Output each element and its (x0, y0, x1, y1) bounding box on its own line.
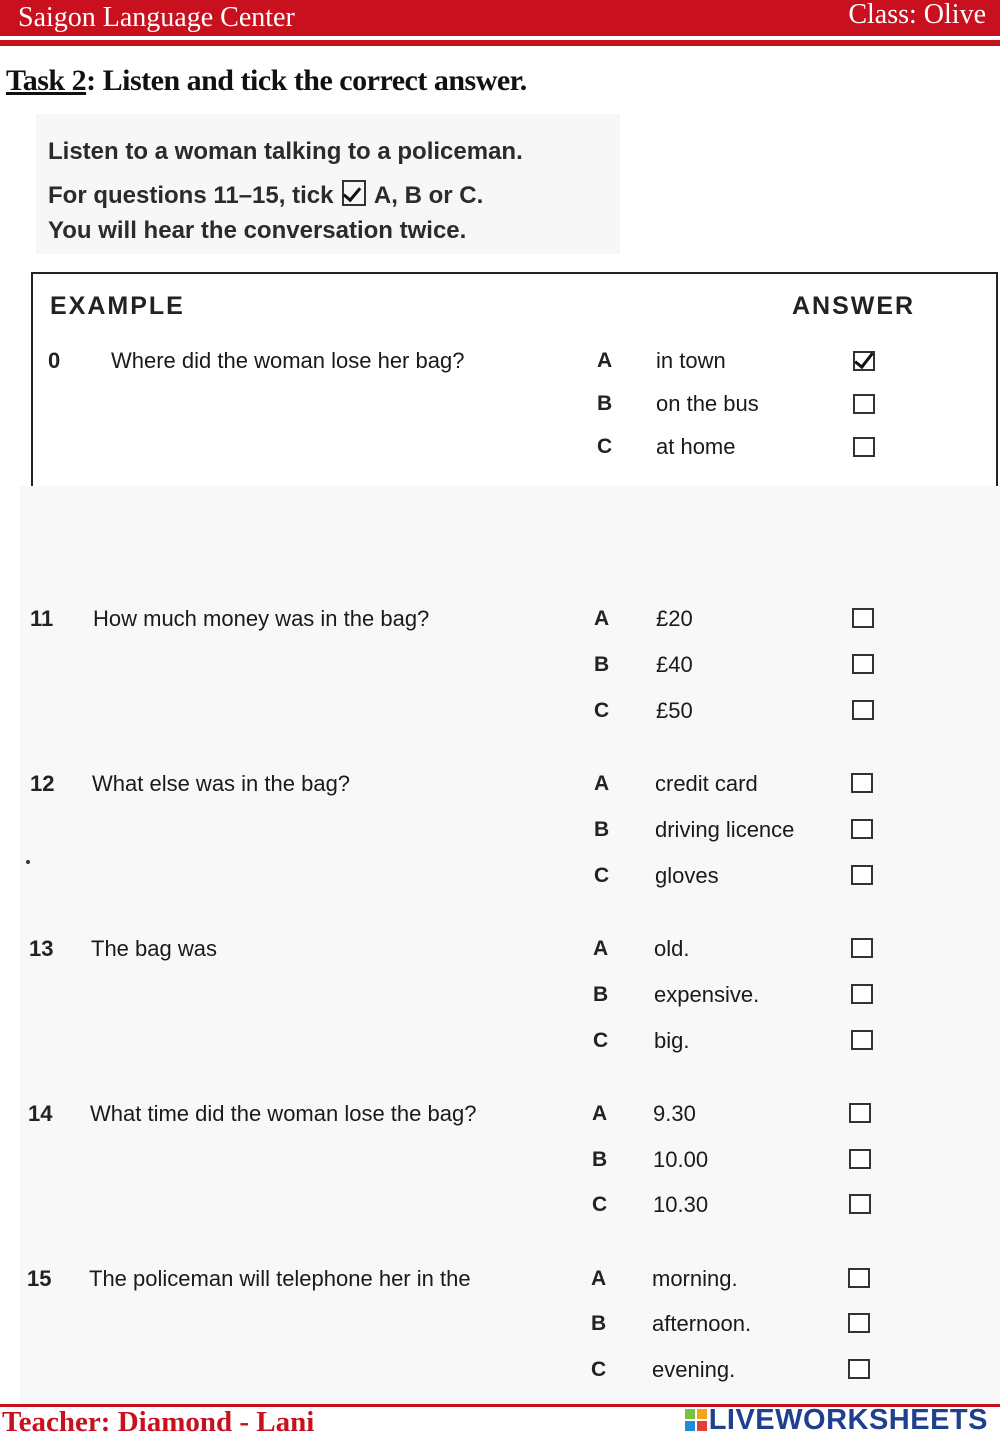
option-letter: C (594, 699, 610, 722)
question-text: The bag was (91, 936, 217, 961)
example-option-text: in town (656, 348, 726, 373)
example-checkbox (853, 437, 875, 457)
answer-checkbox[interactable] (851, 938, 873, 958)
option-text: big. (654, 1028, 690, 1053)
option-letter: A (591, 1267, 607, 1290)
instruction-line-2-start: For questions 11–15, tick (48, 182, 334, 209)
example-question: Where did the woman lose her bag? (111, 348, 465, 373)
option-letter: A (593, 937, 609, 960)
question-text: The policeman will telephone her in the (89, 1266, 471, 1291)
answer-checkbox[interactable] (849, 1194, 871, 1214)
instruction-line-3: You will hear the conversation twice. (48, 217, 467, 244)
answer-checkbox[interactable] (852, 608, 874, 628)
teacher-credit: Teacher: Diamond - Lani (2, 1406, 315, 1438)
example-checkbox-checked (853, 351, 875, 371)
option-letter: A (594, 607, 610, 630)
tick-icon (342, 180, 366, 206)
question-number: 11 (30, 606, 54, 631)
option-text: afternoon. (652, 1311, 752, 1336)
option-letter: B (592, 1148, 608, 1171)
answer-heading: ANSWER (792, 292, 916, 320)
question-number: 14 (28, 1101, 53, 1126)
answer-checkbox[interactable] (851, 773, 873, 793)
header-bar (0, 0, 1000, 36)
answer-checkbox[interactable] (848, 1268, 870, 1288)
option-text: old. (654, 936, 690, 961)
question-text: How much money was in the bag? (93, 606, 430, 631)
option-text: £20 (656, 606, 693, 631)
school-name: Saigon Language Center (18, 2, 295, 33)
instruction-line-2-end: A, B or C. (373, 182, 484, 209)
option-text: gloves (655, 863, 719, 888)
answer-checkbox[interactable] (851, 1030, 873, 1050)
option-letter: B (591, 1312, 607, 1335)
example-heading: EXAMPLE (50, 292, 185, 320)
example-number: 0 (48, 348, 61, 373)
task-title (6, 64, 527, 98)
logo-text: LIVEWORKSHEETS (708, 1404, 988, 1436)
question-number: 12 (30, 771, 55, 796)
class-label: Class: Olive (848, 0, 986, 30)
stray-mark (26, 860, 30, 864)
instruction-line-2 (48, 180, 483, 210)
question-number: 15 (27, 1266, 52, 1291)
option-letter: B (594, 653, 610, 676)
answer-checkbox[interactable] (851, 819, 873, 839)
option-letter: B (594, 818, 610, 841)
option-letter: C (594, 864, 610, 887)
option-text: driving licence (655, 817, 795, 842)
task-instruction: : Listen and tick the correct answer. (86, 64, 527, 97)
question-text: What time did the woman lose the bag? (90, 1101, 477, 1126)
option-letter: A (592, 1102, 608, 1125)
task-number: Task 2 (6, 64, 87, 97)
answer-checkbox[interactable] (851, 984, 873, 1004)
option-text: 10.30 (653, 1192, 709, 1217)
option-text: £50 (656, 698, 693, 723)
option-text: evening. (652, 1357, 736, 1382)
answer-checkbox[interactable] (848, 1359, 870, 1379)
answer-checkbox[interactable] (851, 865, 873, 885)
example-option-text: on the bus (656, 391, 759, 416)
answer-checkbox[interactable] (849, 1149, 871, 1169)
answer-checkbox[interactable] (849, 1103, 871, 1123)
answer-checkbox[interactable] (852, 654, 874, 674)
option-text: morning. (652, 1266, 738, 1291)
answer-checkbox[interactable] (848, 1313, 870, 1333)
example-option-letter: A (597, 349, 613, 372)
example-option-letter: B (597, 392, 613, 415)
option-letter: C (592, 1193, 608, 1216)
option-letter: C (591, 1358, 607, 1381)
example-option-letter: C (597, 435, 613, 458)
liveworksheets-logo-icon (685, 1409, 707, 1431)
option-text: 10.00 (653, 1147, 709, 1172)
question-number: 13 (29, 936, 54, 961)
option-text: 9.30 (653, 1101, 696, 1126)
option-text: £40 (656, 652, 693, 677)
option-letter: A (594, 772, 610, 795)
question-text: What else was in the bag? (92, 771, 351, 796)
option-letter: C (593, 1029, 609, 1052)
liveworksheets-logo (685, 1404, 988, 1437)
option-letter: B (593, 983, 609, 1006)
header-divider (0, 40, 1000, 46)
answer-checkbox[interactable] (852, 700, 874, 720)
example-option-text: at home (656, 434, 736, 459)
example-checkbox (853, 394, 875, 414)
option-text: credit card (655, 771, 758, 796)
option-text: expensive. (654, 982, 760, 1007)
instruction-line-1: Listen to a woman talking to a policeman. (48, 138, 523, 165)
